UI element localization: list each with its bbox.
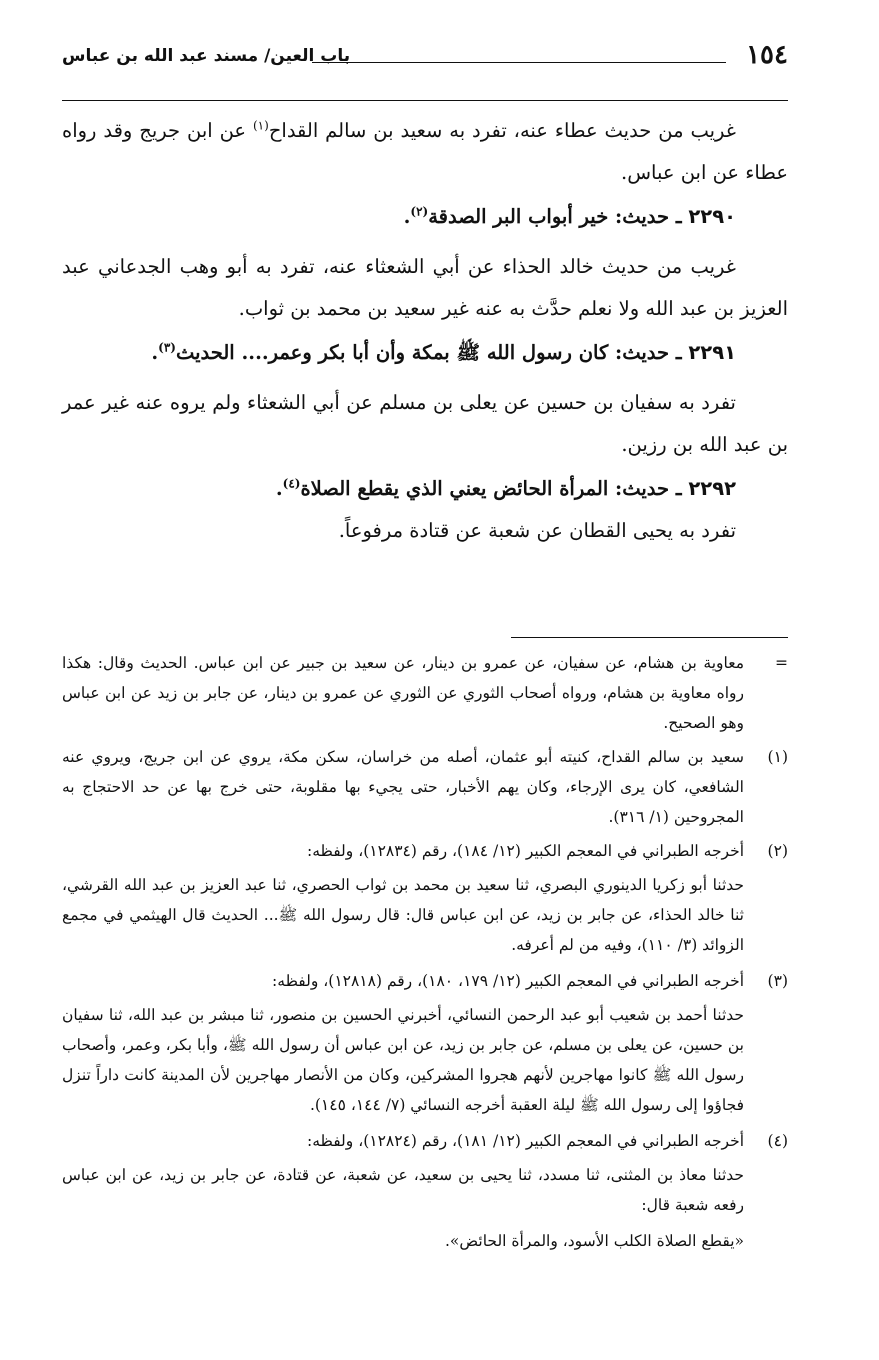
paragraph-2: غريب من حديث خالد الحذاء عن أبي الشعثاء عنه، تفرد به أبو وهب الجدعاني عبد العزيز بن عبد الله ولا نعلم حدَّث به عنه غير سعيد بن محمد بن ثواب. [62, 255, 788, 320]
footnote-4: (٤) أخرجه الطبراني في المعجم الكبير (١٢/ ١٨١)، رقم (١٢٨٢٤)، ولفظه: حدثنا معاذ بن المثنى، ثنا مسدد، ثنا يحيى بن سعيد، عن شعبة، عن قتادة، عن جابر بن زيد، عن ابن عباس رفعه شعبة قال: «يقطع الصلاة الكلب الأسود، والمرأة الحائض». [62, 1126, 788, 1256]
paragraph-1: غريب من حديث عطاء عنه، تفرد به سعيد بن سالم القداح$^{(١)}$ عن ابن جريج وقد رواه عطاء عن ابن عباس. [62, 118, 788, 184]
hadith-number: ٢٢٩٠ [688, 205, 736, 228]
hadith-2290: ٢٢٩٠ ـ حديث: خير أبواب البر الصدقة$^{(٢)}$. [403, 204, 736, 228]
footnote-marker: (٢) [767, 842, 788, 860]
main-text [62, 110, 788, 552]
footnote-quote: «يقطع الصلاة الكلب الأسود، والمرأة الحائض». [445, 1232, 744, 1250]
footnote-marker: (١) [767, 748, 788, 766]
hadith-number: ٢٢٩٢ [688, 477, 736, 500]
footnote-1: (١) سعيد بن سالم القداح، كنيته أبو عثمان، أصله من خراسان، سكن مكة، يروي عن ابن جريج، ويروي عنه الشافعي، كان يرى الإرجاء، وكان يهم الأخبار، حتى يجيء بها مقلوبة، حتى خرج بها عن حد الاحتجاج به المجروحين (١/ ٣١٦). [62, 742, 788, 832]
paragraph-3: تفرد به سفيان بن حسين عن يعلى بن مسلم عن أبي الشعثاء ولم يروه عنه غير عمر بن عبد الله بن رزين. [62, 391, 788, 456]
footnote-quote: حدثنا أحمد بن شعيب أبو عبد الرحمن النسائي، أخبرني الحسين بن منصور، ثنا مبشر بن عبد الله، ثنا سفيان بن حسين، عن يعلى بن مسلم، عن جابر بن زيد، عن ابن عباس أن رسول الله ﷺ، وأبا بكر، وعمر، وأصحاب رسول الله ﷺ كانوا مهاجرين لأنهم هجروا المشركين، وكان من الأنصار مهاجرين لأن المدينة كانت داراً تنزل فجاؤوا إلى رسول الله ﷺ ليلة العقبة أخرجه النسائي (٧/ ١٤٤، ١٤٥). [62, 1006, 744, 1114]
footnote-ref-3[interactable]: (٣) [158, 340, 176, 355]
footnote-marker: = [775, 654, 788, 672]
footnote-separator [511, 637, 788, 638]
page-number: ١٥٤ [746, 40, 788, 70]
footnote-ref-1[interactable]: (١) [252, 118, 269, 133]
footnote-marker: (٣) [767, 972, 788, 990]
footnote-marker: (٤) [767, 1132, 788, 1150]
footnote-ref-2[interactable]: (٢) [410, 204, 429, 219]
footnote-quote: حدثنا أبو زكريا الدينوري البصري، ثنا سعيد بن محمد بن ثواب الحصري، ثنا عبد العزيز بن عبد الله القرشي، ثنا خالد الحذاء، عن جابر بن زيد، عن ابن عباس قال: قال رسول الله ﷺ... الحديث قال الهيثمي في مجمع الزوائد (٣/ ١١٠)، وفيه من لم أعرفه. [62, 876, 744, 954]
hadith-2292: ٢٢٩٢ ـ حديث: المرأة الحائض يعني الذي يقطع الصلاة$^{(٤)}$. [275, 476, 736, 500]
hadith-number: ٢٢٩١ [688, 341, 736, 364]
hadith-2291: ٢٢٩١ ـ حديث: كان رسول الله ﷺ بمكة وأن أبا بكر وعمر.... الحديث$^{(٣)}$. [151, 340, 736, 364]
header-divider [62, 100, 788, 101]
footnote-ref-4[interactable]: (٤) [282, 476, 301, 491]
footnotes [62, 648, 788, 1262]
page-header [62, 38, 788, 78]
footnote-continuation: = معاوية بن هشام، عن سفيان، عن عمرو بن دينار، عن سعيد بن جبير عن ابن عباس. الحديث وقال: هكذا رواه معاوية بن هشام، ورواه أصحاب الثوري عن الثوري عن عمرو بن دينار، عن جابر بن زيد عن ابن عباس وهو الصحيح. [62, 648, 788, 738]
footnote-2: (٢) أخرجه الطبراني في المعجم الكبير (١٢/ ١٨٤)، رقم (١٢٨٣٤)، ولفظه: حدثنا أبو زكريا الدينوري البصري، ثنا سعيد بن محمد بن ثواب الحصري، ثنا عبد العزيز بن عبد الله القرشي، ثنا خالد الحذاء، عن جابر بن زيد، عن ابن عباس قال: قال رسول الله ﷺ... الحديث قال الهيثمي في مجمع الزوائد (٣/ ١١٠)، وفيه من لم أعرفه. [62, 836, 788, 960]
header-rule [312, 62, 726, 63]
footnote-quote: حدثنا معاذ بن المثنى، ثنا مسدد، ثنا يحيى بن سعيد، عن شعبة، عن قتادة، عن جابر بن زيد، عن ابن عباس رفعه شعبة قال: [62, 1166, 744, 1214]
paragraph-4: تفرد به يحيى القطان عن شعبة عن قتادة مرفوعاً. [338, 519, 736, 542]
running-title: باب العين/ مسند عبد الله بن عباس [62, 46, 351, 66]
footnote-3: (٣) أخرجه الطبراني في المعجم الكبير (١٢/ ١٧٩، ١٨٠)، رقم (١٢٨١٨)، ولفظه: حدثنا أحمد بن شعيب أبو عبد الرحمن النسائي، أخبرني الحسين بن منصور، ثنا مبشر بن عبد الله، ثنا سفيان بن حسين، عن يعلى بن مسلم، عن جابر بن زيد، عن ابن عباس أن رسول الله ﷺ، وأبا بكر، وعمر، وأصحاب رسول الله ﷺ كانوا مهاجرين لأنهم هجروا المشركين، وكان من الأنصار مهاجرين لأن المدينة كانت داراً تنزل فجاؤوا إلى رسول الله ﷺ ليلة العقبة أخرجه النسائي (٧/ ١٤٤، ١٤٥). [62, 966, 788, 1120]
